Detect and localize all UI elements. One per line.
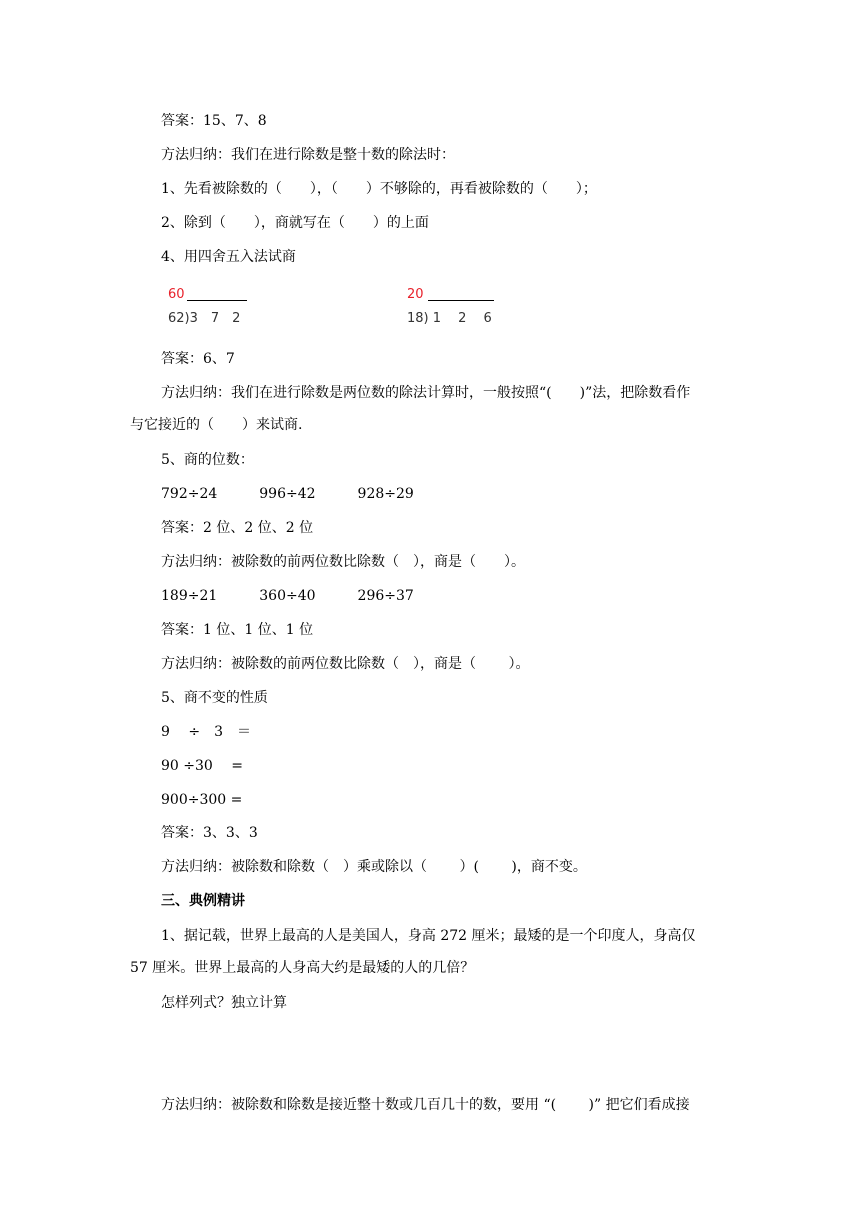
example-problem-a: 1、据记载，世界上最高的人是美国人，身高 272 厘米；最矮的是一个印度人，身高仅 bbox=[161, 928, 696, 944]
method-summary-2a: 方法归纳：我们在进行除数是两位数的除法计算时，一般按照“( )”法，把除数看作 bbox=[161, 385, 691, 401]
equation-3: 900÷300 = bbox=[161, 792, 243, 808]
answer-line-2: 答案：6、7 bbox=[161, 351, 235, 367]
equation-2: 90 ÷30 = bbox=[161, 758, 243, 774]
calc1-estimate: 60 bbox=[168, 287, 185, 302]
division-problems-1: 792÷24 996÷42 928÷29 bbox=[161, 486, 414, 502]
answer-line-3: 答案：2 位、2 位、2 位 bbox=[161, 520, 314, 536]
step-1: 1、先看被除数的（ ），（ ）不够除的，再看被除数的（ ）； bbox=[161, 181, 597, 197]
calc2-estimate: 20 bbox=[407, 287, 424, 302]
method-summary-4: 方法归纳：被除数的前两位数比除数（ ），商是（ ）。 bbox=[161, 656, 530, 672]
calc1-division: 62)3 7 2 bbox=[168, 311, 241, 326]
equation-1: 9 ÷ 3 ＝ bbox=[161, 724, 251, 740]
answer-line-4: 答案：1 位、1 位、1 位 bbox=[161, 622, 314, 638]
division-problems-2: 189÷21 360÷40 296÷37 bbox=[161, 588, 414, 604]
method-summary-6: 方法归纳：被除数和除数是接近整十数或几百几十的数，要用 “( )” 把它们看成接 bbox=[161, 1097, 690, 1113]
method-summary-3: 方法归纳：被除数的前两位数比除数（ ），商是（ ）。 bbox=[161, 554, 525, 570]
example-problem-b: 57 厘米。世界上最高的人身高大约是最矮的人的几倍？ bbox=[130, 960, 475, 976]
calc2-division: 18) 1 2 6 bbox=[407, 311, 492, 326]
section-5-heading: 5、商的位数： bbox=[161, 452, 254, 468]
step-2: 2、除到（ ），商就写在（ ）的上面 bbox=[161, 215, 429, 231]
calc2-quotient-line bbox=[428, 300, 494, 301]
method-summary-5: 方法归纳：被除数和除数（ ）乘或除以（ ）( )，商不变。 bbox=[161, 859, 587, 875]
section-4-heading: 4、用四舍五入法试商 bbox=[161, 249, 296, 265]
method-summary-1: 方法归纳：我们在进行除数是整十数的除法时： bbox=[161, 147, 455, 163]
calc1-quotient-line bbox=[187, 300, 247, 301]
section-3-heading: 三、典例精讲 bbox=[161, 893, 245, 909]
section-5b-heading: 5、商不变的性质 bbox=[161, 690, 268, 706]
answer-line-5: 答案：3、3、3 bbox=[161, 825, 258, 841]
method-summary-2b: 与它接近的（ ）来试商. bbox=[130, 417, 303, 433]
instruction: 怎样列式？独立计算 bbox=[161, 995, 287, 1011]
answer-line-1: 答案：15、7、8 bbox=[161, 113, 267, 129]
